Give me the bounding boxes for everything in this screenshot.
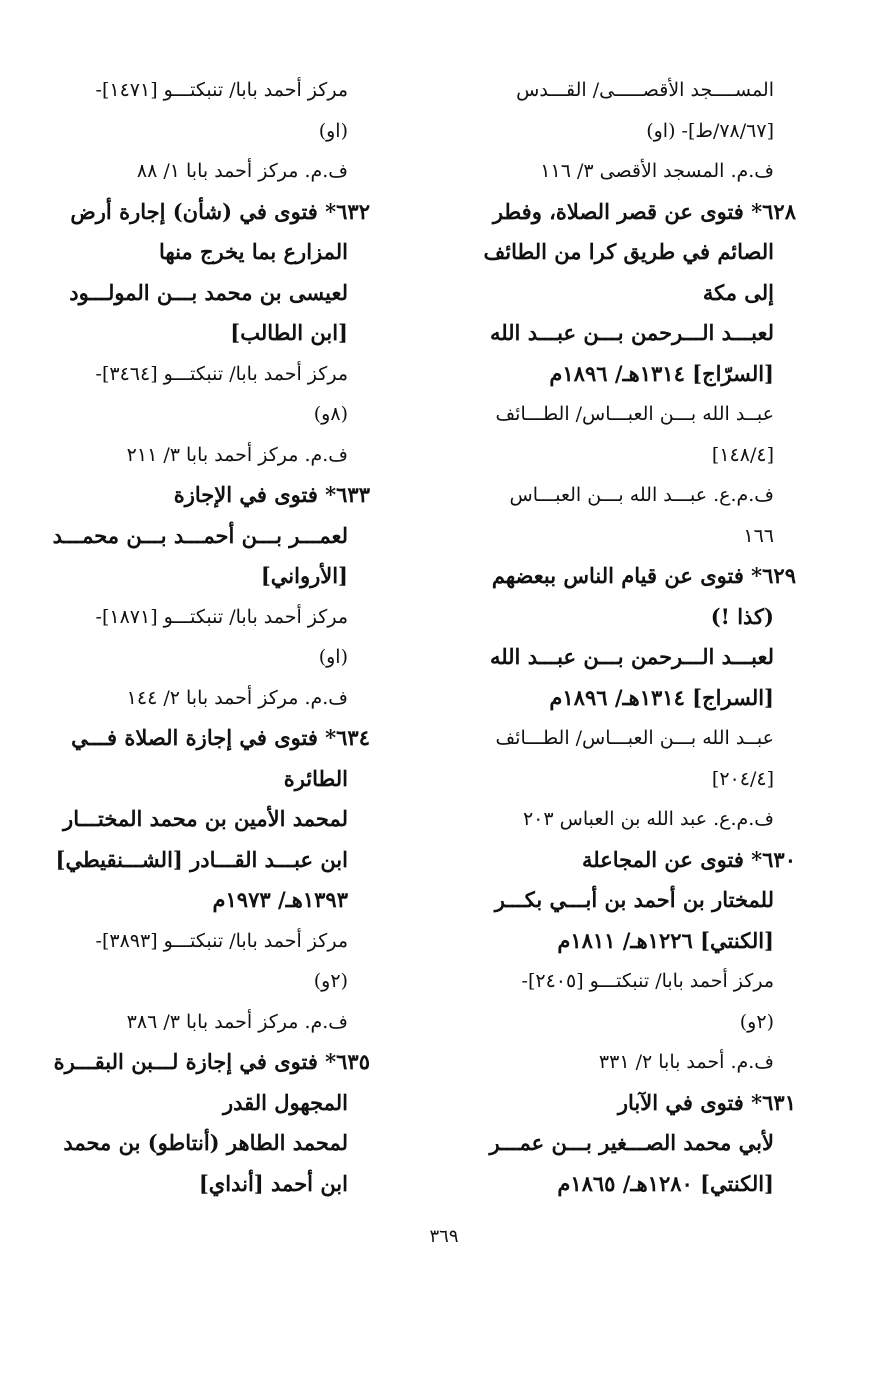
entry-line: الطائرة xyxy=(283,765,348,791)
entry-line: ف.م. مركز أحمد بابا ٣/ ٣٨٦ xyxy=(126,1010,348,1033)
entry-line: لعمـــر بـــن أحمـــد بـــن محمـــد xyxy=(52,522,348,548)
entry-line: مركز أحمد بابا/ تنبكتـــو [١٤٧١]- xyxy=(95,79,348,101)
entry-line: [الكنتي] ١٢٢٦هـ/ ١٨١١م xyxy=(557,927,774,953)
entry-line: ١٣٩٣هـ/ ١٩٧٣م xyxy=(212,887,348,912)
entry-line: ١٦٦ xyxy=(743,524,774,547)
entry-line: ف.م.ع. عبـــد الله بـــن العبـــاس xyxy=(509,484,774,506)
entry-line: عبــد الله بـــن العبـــاس/ الطـــائف xyxy=(495,727,774,749)
entry-line: [٧٨/٦٧/ط]- (او) xyxy=(646,119,774,142)
entry-heading: ٦٢٩* فتوى عن قيام الناس ببعضهم xyxy=(491,563,796,588)
entry-line: (٨و) xyxy=(313,403,348,425)
entry-heading: ٦٣٥* فتوى في إجازة لـــبن البقـــرة xyxy=(53,1049,370,1074)
entry-line: عبــد الله بـــن العبـــاس/ الطـــائف xyxy=(495,403,774,425)
entry-line: ف.م.ع. عبد الله بن العباس ٢٠٣ xyxy=(522,808,774,830)
entry-heading: ٦٣٢* فتوى في (شأن) إجارة أرض xyxy=(70,198,370,224)
entry-heading: ٦٢٨* فتوى عن قصر الصلاة، وفطر xyxy=(492,198,796,224)
entry-line: لعيسى بن محمد بـــن المولـــود xyxy=(69,279,348,305)
entry-line: ابن عبـــد القـــادر [الشـــنقيطي] xyxy=(55,846,348,872)
entry-line: لعبـــد الـــرحمن بـــن عبـــد الله xyxy=(489,644,774,669)
entry-line: مركز أحمد بابا/ تنبكتـــو [٣٤٦٤]- xyxy=(95,362,348,385)
entry-line: مركز أحمد بابا/ تنبكتـــو [١٨٧١]- xyxy=(95,605,348,628)
entry-line: (٢و) xyxy=(313,970,348,992)
entry-line: لأبي محمد الصـــغير بـــن عمـــر xyxy=(489,1130,774,1155)
entry-line: لعبـــد الـــرحمن بـــن عبـــد الله xyxy=(489,320,774,345)
entry-heading: ٦٣٠* فتوى عن المجاعلة xyxy=(581,846,796,872)
entry-line: الصائم في طريق كرا من الطائف xyxy=(483,239,774,264)
entry-line: [٢٠٤/٤] xyxy=(711,767,774,790)
entry-line: المجهول القدر xyxy=(222,1089,348,1115)
entry-line: لمحمد الأمين بن محمد المختـــار xyxy=(63,806,348,831)
entry-line: إلى مكة xyxy=(702,279,774,305)
entry-line: [السراج] ١٣١٤هـ/ ١٨٩٦م xyxy=(549,684,774,710)
entry-line: ف.م. مركز أحمد بابا ٣/ ٢١١ xyxy=(126,443,348,466)
entry-line: مركز أحمد بابا/ تنبكتـــو [٢٤٠٥]- xyxy=(521,970,774,992)
entry-line: (او) xyxy=(318,119,348,142)
entry-line: ف.م. أحمد بابا ٢/ ٣٣١ xyxy=(598,1051,774,1073)
entry-line: لمحمد الطاهر (أنتاطو) بن محمد xyxy=(63,1130,348,1155)
entry-line: مركز أحمد بابا/ تنبكتـــو [٣٨٩٣]- xyxy=(95,929,348,952)
entry-line: [١٤٨/٤] xyxy=(711,443,774,466)
entry-heading: ٦٣٤* فتوى في إجازة الصلاة فـــي xyxy=(71,725,370,750)
page-number: ٣٦٩ xyxy=(429,1226,459,1247)
entry-line: [السرّاج] ١٣١٤هـ/ ١٨٩٦م xyxy=(549,360,774,386)
entry-line: (كذا !) xyxy=(710,603,774,629)
entry-line: المزارع بما يخرج منها xyxy=(159,239,348,264)
entry-line: [الكنتي] ١٢٨٠هـ/ ١٨٦٥م xyxy=(557,1170,774,1196)
entry-line: [الأرواني] xyxy=(260,563,348,588)
entry-line: ف.م. مركز أحمد بابا ٢/ ١٤٤ xyxy=(126,686,348,709)
entry-line: المســــجد الأقصـــــى/ القـــدس xyxy=(516,79,774,101)
right-column xyxy=(436,70,796,1204)
left-column xyxy=(40,70,370,1204)
entry-heading: ٦٣١* فتوى في الآبار xyxy=(617,1089,796,1115)
entry-line: ف.م. مركز أحمد بابا ١/ ٨٨ xyxy=(136,160,348,182)
entry-heading: ٦٣٣* فتوى في الإجازة xyxy=(173,482,370,507)
entry-line: للمختار بن أحمد بن أبـــي بكـــر xyxy=(494,887,774,912)
entry-line: (٢و) xyxy=(739,1010,774,1033)
entry-line: [ابن الطالب] xyxy=(230,320,348,345)
entry-line: ف.م. المسجد الأقصى ٣/ ١١٦ xyxy=(540,160,774,182)
entry-line: (او) xyxy=(318,646,348,668)
entry-line: ابن أحمد [أنداي] xyxy=(198,1170,348,1196)
